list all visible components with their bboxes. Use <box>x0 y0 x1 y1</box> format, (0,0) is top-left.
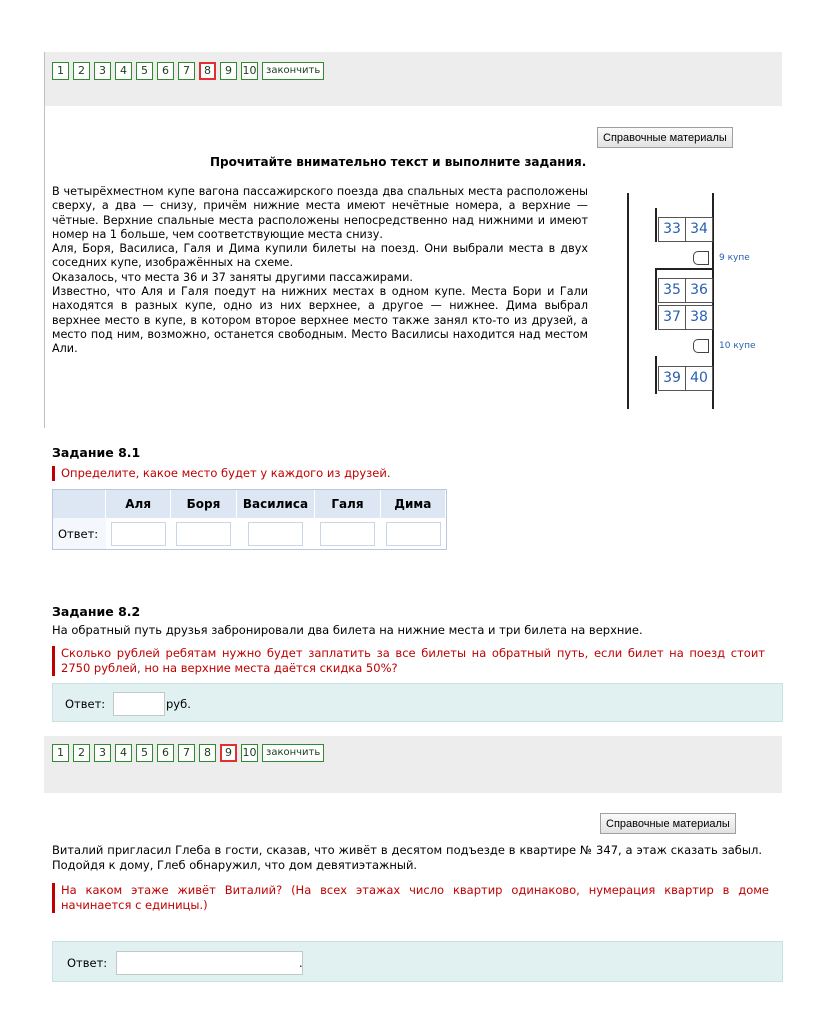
task9-page-button-8[interactable]: 8 <box>199 744 216 762</box>
diagram-left-wall <box>627 193 629 409</box>
compartment-label: 10 купе <box>719 341 756 351</box>
problem-text <box>52 185 588 357</box>
task8-page-button-1[interactable]: 1 <box>52 62 69 80</box>
table-corner <box>53 490 106 518</box>
column-header: Боря <box>171 490 236 518</box>
seat-33: 33 <box>658 217 686 242</box>
task8-page-button-5[interactable]: 5 <box>136 62 153 80</box>
task-8-2-title: Задание 8.2 <box>52 604 141 619</box>
task-8-2-intro: На обратный путь друзья забронировали два билета на нижние места и три билета на верхние. <box>52 623 643 637</box>
task9-page-button-10[interactable]: 10 <box>241 744 258 762</box>
task9-page-button-3[interactable]: 3 <box>94 744 111 762</box>
answer-cell <box>171 518 236 549</box>
answer-row <box>53 518 446 549</box>
task9-finish-button[interactable]: закончить <box>262 744 324 762</box>
answer-input-borya[interactable] <box>176 522 231 546</box>
answer-input-vasilisa[interactable] <box>248 522 303 546</box>
problem-paragraph: Известно, что Аля и Галя поедут на нижних местах в одном купе. Места Бори и Гали находятся в разных купе, одно из них верхнее, а другое — нижнее. Дима выбрал верхнее место в купе, в котором второе верхнее место также занял кто-то из друзей, а место под ним, возможно, останется свободным. Место Василисы находится над местом Али. <box>52 285 588 356</box>
answer-input-galya[interactable] <box>320 522 375 546</box>
column-header: Галя <box>315 490 380 518</box>
task8-page-nav <box>52 62 324 80</box>
seat-36: 36 <box>685 278 713 303</box>
task9-page-button-1[interactable]: 1 <box>52 744 69 762</box>
page-heading: Прочитайте внимательно текст и выполните задания. <box>210 155 587 169</box>
problem-paragraph: В четырёхместном купе вагона пассажирского поезда два спальных места расположены сверху, а два — снизу, причём нижние места имеют нечётные номера, а верхние — чётные. Верхние спальные места расположены непосредственно над нижними и имеют номер на 1 больше, чем соответствующие места снизу. <box>52 185 588 241</box>
answer-row-label: Ответ: <box>53 518 106 549</box>
seat-40: 40 <box>685 366 713 391</box>
task9-text: Виталий пригласил Глеба в гости, сказав, что живёт в десятом подъезде в квартире № 347, а этаж сказать забыл. Подойдя к дому, Глеб обнаружил, что дом девятиэтажный. <box>52 843 762 872</box>
problem-paragraph: Аля, Боря, Василиса, Галя и Дима купили билеты на поезд. Они выбрали места в двух соседних купе, изображённых на схеме. <box>52 242 588 270</box>
diagram-partition <box>655 208 657 242</box>
task-8-2-answer-label: Ответ: <box>65 697 106 711</box>
task9-page-button-9[interactable]: 9 <box>220 744 237 762</box>
task8-page-button-4[interactable]: 4 <box>115 62 132 80</box>
task8-page-button-9[interactable]: 9 <box>220 62 237 80</box>
task8-page-button-8[interactable]: 8 <box>199 62 216 80</box>
task8-page-button-10[interactable]: 10 <box>241 62 258 80</box>
column-header: Аля <box>106 490 171 518</box>
seat-35: 35 <box>658 278 686 303</box>
task9-question: На каком этаже живёт Виталий? (На всех этажах число квартир одинаково, нумерация квартир в доме начинается с единицы.) <box>52 883 769 913</box>
task8-page-button-7[interactable]: 7 <box>178 62 195 80</box>
answer-cell <box>106 518 171 549</box>
task-8-2-question: Сколько рублей ребятам нужно будет заплатить за все билеты на обратный путь, если билет на поезд стоит 2750 рублей, но на верхние места даётся скидка 50%? <box>52 646 765 676</box>
task-8-1-title: Задание 8.1 <box>52 445 141 460</box>
task8-page-button-3[interactable]: 3 <box>94 62 111 80</box>
diagram-partition <box>655 356 657 394</box>
answer-input-alya[interactable] <box>111 522 166 546</box>
task9-answer-label: Ответ: <box>67 956 108 970</box>
seat-38: 38 <box>685 305 713 330</box>
task9-page-button-2[interactable]: 2 <box>73 744 90 762</box>
answer-table-header <box>53 490 446 518</box>
compartment-table-icon <box>693 251 709 265</box>
diagram-divider <box>655 268 713 270</box>
task8-finish-button[interactable]: закончить <box>262 62 324 80</box>
task9-answer-suffix: . <box>299 956 303 970</box>
task-8-2-answer-input[interactable] <box>113 692 165 716</box>
column-header: Василиса <box>237 490 316 518</box>
task8-reference-button[interactable]: Справочные материалы <box>597 127 733 148</box>
answer-cell <box>315 518 380 549</box>
seat-37: 37 <box>658 305 686 330</box>
task-8-2-answer-unit: руб. <box>166 697 191 711</box>
task9-page-button-7[interactable]: 7 <box>178 744 195 762</box>
problem-paragraph: Оказалось, что места 36 и 37 заняты другими пассажирами. <box>52 270 413 284</box>
task-8-1-question: Определите, какое место будет у каждого из друзей. <box>52 466 621 481</box>
answer-cell <box>237 518 316 549</box>
task8-page-button-2[interactable]: 2 <box>73 62 90 80</box>
diagram-partition <box>655 268 657 330</box>
answer-cell <box>381 518 446 549</box>
left-border-line <box>44 52 45 428</box>
task9-page-button-5[interactable]: 5 <box>136 744 153 762</box>
column-header: Дима <box>381 490 446 518</box>
compartment-table-icon <box>693 339 709 353</box>
seat-39: 39 <box>658 366 686 391</box>
task8-page-button-6[interactable]: 6 <box>157 62 174 80</box>
task9-page-button-6[interactable]: 6 <box>157 744 174 762</box>
answer-table <box>52 489 447 550</box>
task9-page-button-4[interactable]: 4 <box>115 744 132 762</box>
task9-page-nav <box>52 744 324 762</box>
seat-34: 34 <box>685 217 713 242</box>
task9-answer-input[interactable] <box>116 951 303 975</box>
compartment-label: 9 купе <box>719 253 750 263</box>
task9-reference-button[interactable]: Справочные материалы <box>600 813 736 834</box>
answer-input-dima[interactable] <box>386 522 441 546</box>
